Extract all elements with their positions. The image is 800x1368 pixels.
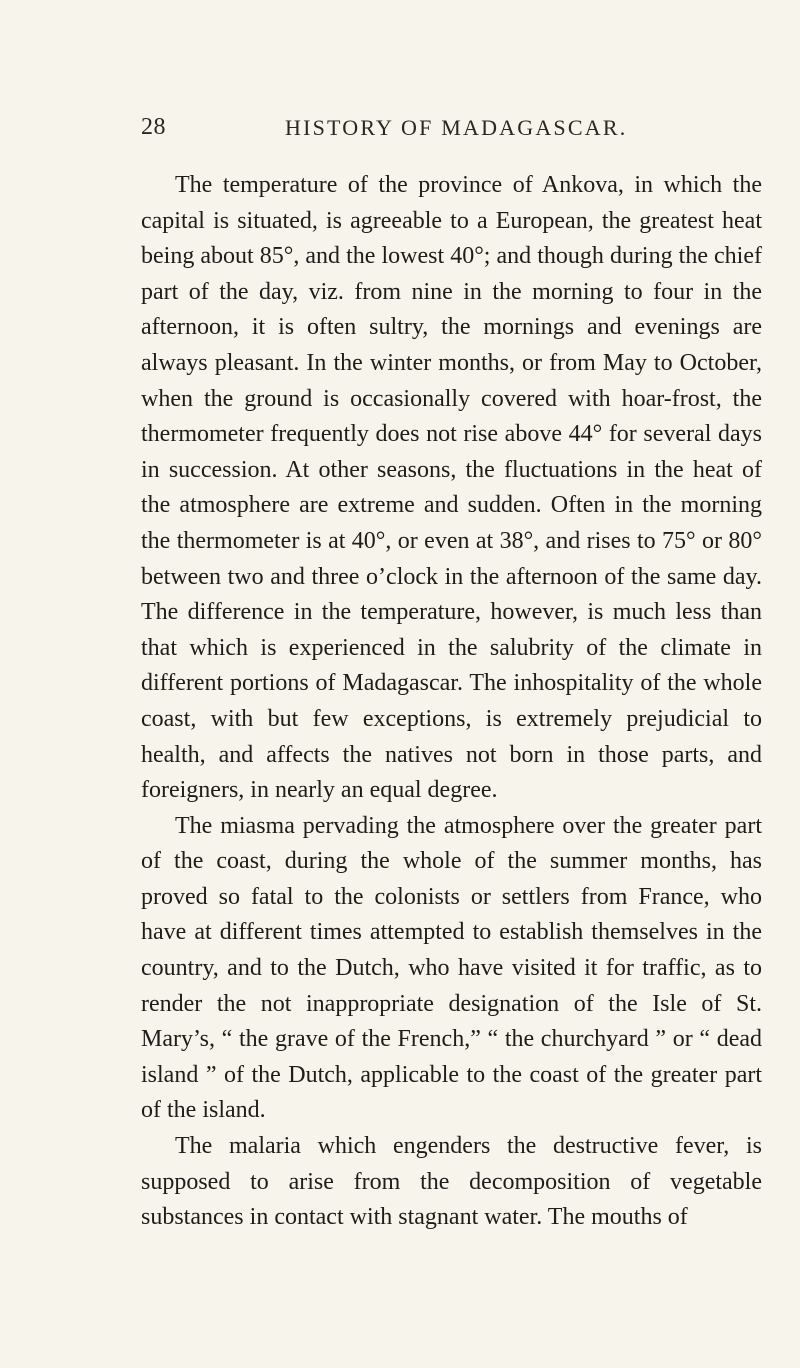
body-text xyxy=(141,168,762,1236)
paragraph-miasma: The miasma pervading the atmosphere over the greater part of the coast, during the whole of the summer months, has proved so fatal to the colonists or settlers from France, who have at different times attempted to establish themselves in the country, and to the Dutch, who have visited it for traffic, as to render the not inappropriate designation of the Isle of St. Mary’s, “ the grave of the French,” “ the churchyard ” or “ dead island ” of the Dutch, applicable to the coast of the greater part of the island. xyxy=(141,812,762,1124)
paragraph-temperature: The temperature of the province of Ankova, in which the capital is situated, is agreeable to a European, the greatest heat being about 85°, and the lowest 40°; and though during the chief part of the day, viz. from nine in the morning to four in the afternoon, it is often sultry, the mornings and evenings are always pleasant. In the winter months, or from May to October, when the ground is occasionally covered with hoar-frost, the thermometer frequently does not rise above 44° for several days in succession. At other seasons, the fluctuations in the heat of the atmosphere are extreme and sudden. Often in the morning the thermometer is at 40°, or even at 38°, and rises to 75° or 80° between two and three o’clock in the afternoon of the same day. The difference in the temperature, however, is much less than that which is experienced in the salubrity of the climate in different portions of Madagascar. The inhospitality of the whole coast, with but few exceptions, is extremely prejudicial to health, and affects the natives not born in those parts, and foreigners, in nearly an equal degree. xyxy=(141,172,762,804)
page-header xyxy=(141,114,761,158)
page-number: 28 xyxy=(141,114,166,140)
paragraph-malaria: The malaria which engenders the destructive fever, is supposed to arise from the decomposition of vegetable substances in contact with stagnant water. The mouths of xyxy=(141,1133,762,1231)
running-title: HISTORY OF MADAGASCAR. xyxy=(285,115,628,140)
